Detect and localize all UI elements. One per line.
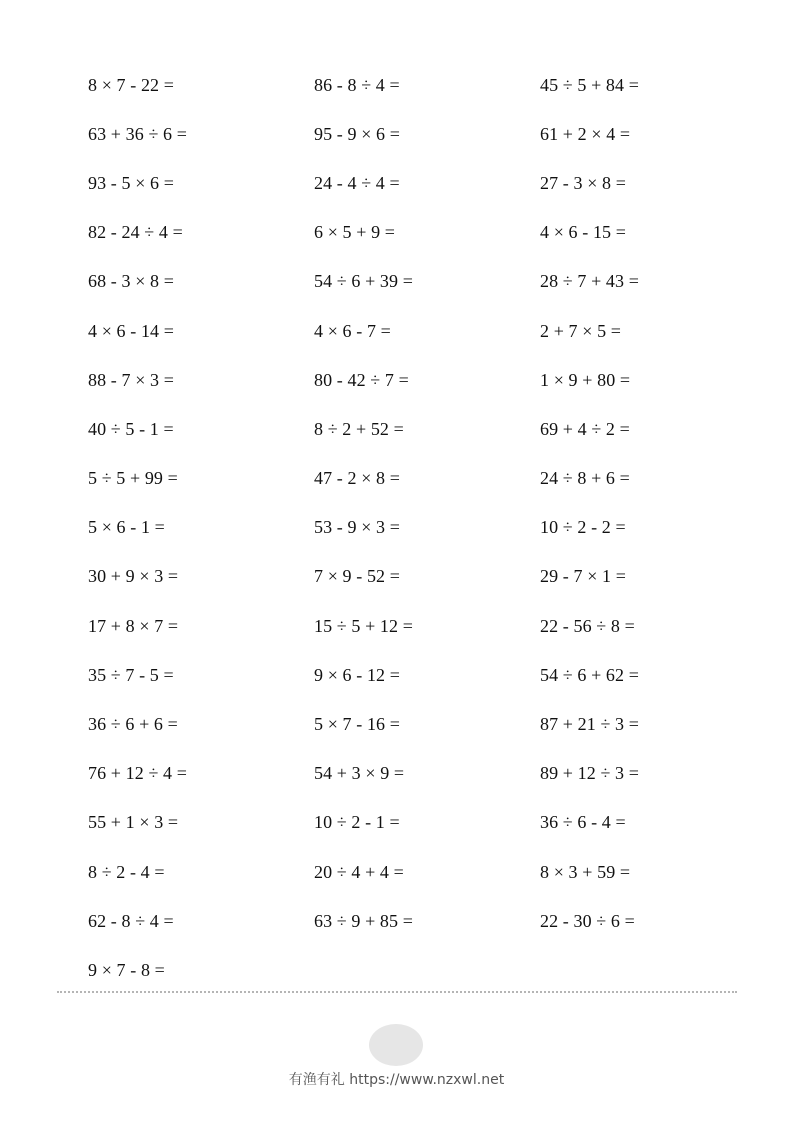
math-problem: 62 - 8 ÷ 4 = [88,910,174,931]
math-problem: 8 ÷ 2 - 4 = [88,861,165,882]
math-problem: 17 + 8 × 7 = [88,615,179,636]
math-problem: 15 ÷ 5 + 12 = [314,615,413,636]
math-problem: 35 ÷ 7 - 5 = [88,664,174,685]
math-problem: 8 × 3 + 59 = [540,861,631,882]
math-problem: 22 - 30 ÷ 6 = [540,910,635,931]
math-problem: 63 ÷ 9 + 85 = [314,910,413,931]
math-problem: 27 - 3 × 8 = [540,172,626,193]
math-problem: 47 - 2 × 8 = [314,468,400,489]
math-problem: 10 ÷ 2 - 2 = [540,517,626,538]
math-problem: 22 - 56 ÷ 8 = [540,615,635,636]
math-problem: 93 - 5 × 6 = [88,172,174,193]
math-problem: 1 × 9 + 80 = [540,369,631,390]
math-problem: 54 ÷ 6 + 62 = [540,664,639,685]
math-problem: 54 + 3 × 9 = [314,763,405,784]
math-problem: 9 × 6 - 12 = [314,664,400,685]
dotted-divider [57,991,737,993]
math-problem: 20 ÷ 4 + 4 = [314,861,404,882]
math-problem: 69 + 4 ÷ 2 = [540,418,630,439]
math-problem: 10 ÷ 2 - 1 = [314,812,400,833]
math-problem: 36 ÷ 6 - 4 = [540,812,626,833]
math-problem: 95 - 9 × 6 = [314,123,400,144]
math-problem: 8 × 7 - 22 = [88,74,174,95]
math-problem: 4 × 6 - 14 = [88,320,174,341]
math-problem: 9 × 7 - 8 = [88,959,165,980]
math-problem: 5 × 6 - 1 = [88,517,165,538]
math-problem: 40 ÷ 5 - 1 = [88,418,174,439]
math-problem: 36 ÷ 6 + 6 = [88,714,178,735]
math-problem: 5 × 7 - 16 = [314,714,400,735]
math-problem: 30 + 9 × 3 = [88,566,179,587]
math-problem: 82 - 24 ÷ 4 = [88,222,183,243]
math-problem: 4 × 6 - 7 = [314,320,391,341]
math-problem: 68 - 3 × 8 = [88,271,174,292]
math-problem: 53 - 9 × 3 = [314,517,400,538]
math-problem: 89 + 12 ÷ 3 = [540,763,639,784]
page-number-badge [369,1024,423,1066]
math-problem: 87 + 21 ÷ 3 = [540,714,639,735]
math-problem: 88 - 7 × 3 = [88,369,174,390]
math-problem: 76 + 12 ÷ 4 = [88,763,187,784]
math-problem: 8 ÷ 2 + 52 = [314,418,404,439]
math-problem: 55 + 1 × 3 = [88,812,179,833]
math-problem: 7 × 9 - 52 = [314,566,400,587]
math-problem: 24 - 4 ÷ 4 = [314,172,400,193]
math-problem: 28 ÷ 7 + 43 = [540,271,639,292]
math-problem: 2 + 7 × 5 = [540,320,622,341]
math-problem: 86 - 8 ÷ 4 = [314,74,400,95]
math-problem: 4 × 6 - 15 = [540,222,626,243]
math-problem: 6 × 5 + 9 = [314,222,396,243]
math-problem: 80 - 42 ÷ 7 = [314,369,409,390]
problem-grid [88,60,748,995]
math-problem: 29 - 7 × 1 = [540,566,626,587]
math-problem: 61 + 2 × 4 = [540,123,631,144]
math-problem: 5 ÷ 5 + 99 = [88,468,178,489]
math-problem: 45 ÷ 5 + 84 = [540,74,639,95]
math-problem: 24 ÷ 8 + 6 = [540,468,630,489]
footer-site-text: 有渔有礼 https://www.nzxwl.net [288,1072,505,1088]
math-problem: 63 + 36 ÷ 6 = [88,123,187,144]
math-problem: 54 ÷ 6 + 39 = [314,271,413,292]
